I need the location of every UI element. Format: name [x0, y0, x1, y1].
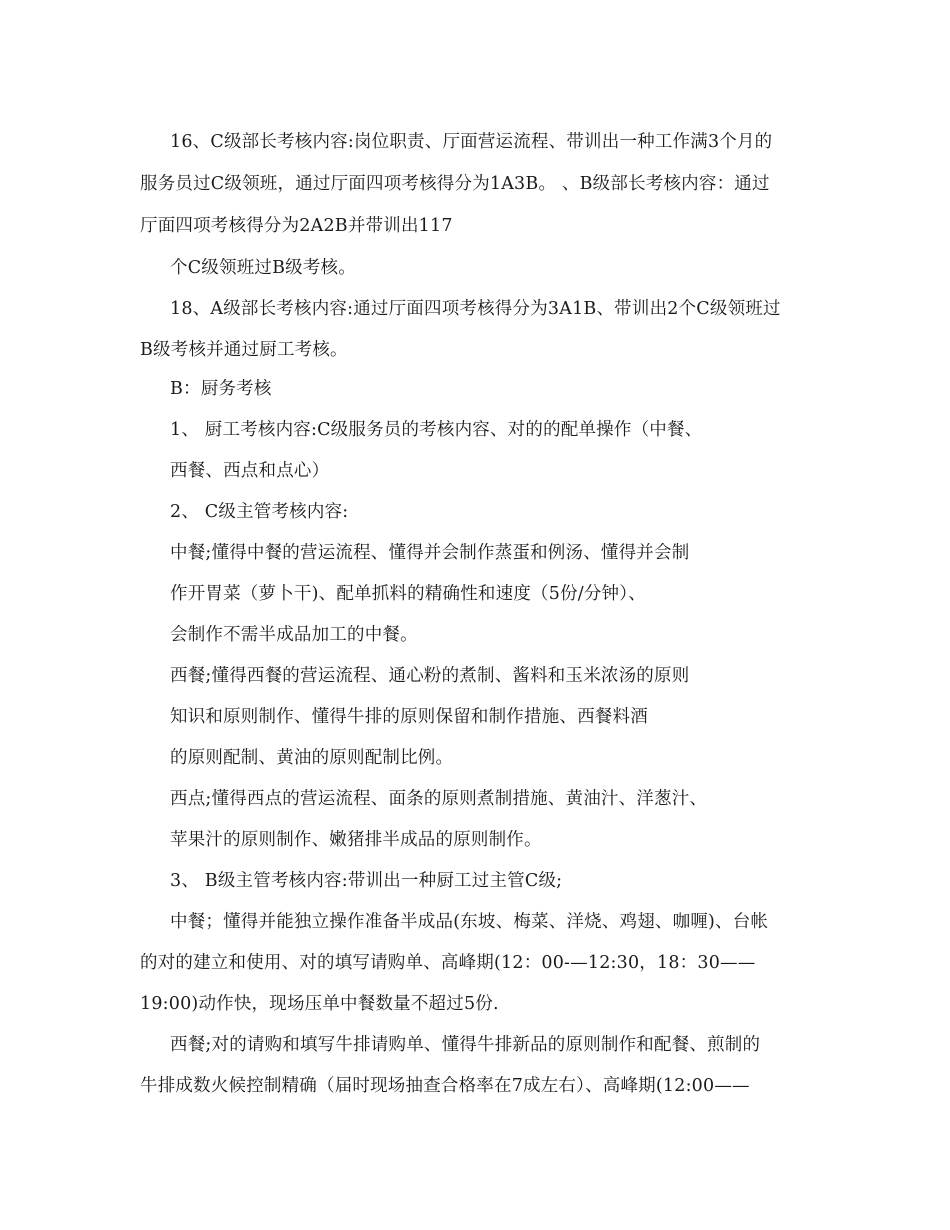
section-heading: B：厨务考核 — [170, 379, 272, 399]
paragraph-line: 18、A级部长考核内容:通过厅面四项考核得分为3A1B、带训出2个C级领班过 — [170, 299, 781, 319]
paragraph-line: 西餐;懂得西餐的营运流程、通心粉的煮制、酱料和玉米浓汤的原则 — [170, 666, 690, 686]
paragraph-line: 3、 B级主管考核内容:带训出一种厨工过主管C级; — [170, 871, 563, 891]
paragraph-line: 牛排成数火候控制精确（届时现场抽查合格率在7成左右）、高峰期(12:00—— — [140, 1076, 750, 1096]
paragraph-line: 服务员过C级领班，通过厅面四项考核得分为1A3B。 、B级部长考核内容：通过 — [140, 174, 770, 194]
paragraph-line: 知识和原则制作、懂得牛排的原则保留和制作措施、西餐料酒 — [170, 707, 648, 727]
paragraph-line: 16、C级部长考核内容:岗位职责、厅面营运流程、带训出一种工作满3个月的 — [170, 132, 773, 152]
paragraph-line: B级考核并通过厨工考核。 — [140, 340, 348, 360]
paragraph-line: 1、 厨工考核内容:C级服务员的考核内容、对的的配单操作（中餐、 — [170, 420, 703, 440]
paragraph-line: 的原则配制、黄油的原则配制比例。 — [170, 748, 454, 768]
paragraph-line: 19:00)动作快，现场压单中餐数量不超过5份. — [140, 994, 499, 1014]
paragraph-line: 个C级领班过B级考核。 — [170, 258, 356, 278]
paragraph-line: 苹果汁的原则制作、嫩猪排半成品的原则制作。 — [170, 830, 542, 850]
paragraph-line: 会制作不需半成品加工的中餐。 — [170, 625, 418, 645]
paragraph-line: 2、 C级主管考核内容: — [170, 502, 349, 522]
paragraph-line: 西餐;对的请购和填写牛排请购单、懂得牛排新品的原则制作和配餐、煎制的 — [170, 1035, 761, 1055]
paragraph-line: 作开胃菜（萝卜干)、配单抓料的精确性和速度（5份/分钟）、 — [170, 584, 646, 604]
paragraph-line: 厅面四项考核得分为2A2B并带训出117 — [140, 216, 453, 236]
paragraph-line: 中餐；懂得并能独立操作准备半成品(东坡、梅菜、洋烧、鸡翅、咖喱)、台帐 — [170, 912, 769, 932]
paragraph-line: 中餐;懂得中餐的营运流程、懂得并会制作蒸蛋和例汤、懂得并会制 — [170, 543, 690, 563]
paragraph-line: 西点;懂得西点的营运流程、面条的原则煮制措施、黄油汁、洋葱汁、 — [170, 789, 708, 809]
paragraph-line: 西餐、西点和点心） — [170, 461, 330, 481]
paragraph-line: 的对的建立和使用、对的填写请购单、高峰期(12：00-—12:30，18：30—— — [140, 953, 756, 973]
